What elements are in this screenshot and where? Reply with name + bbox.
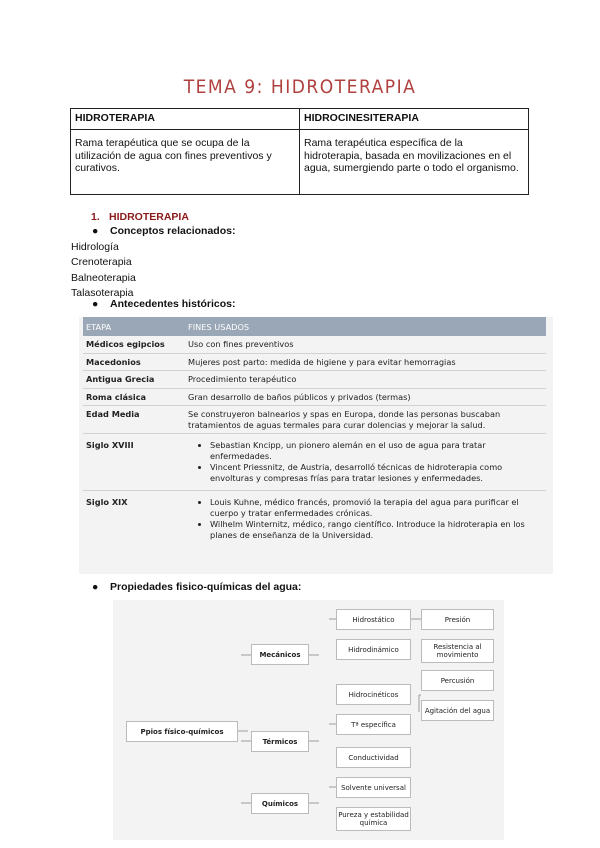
node-conductividad: Conductividad <box>336 747 411 768</box>
table-row: Macedonios Mujeres post parto: medida de higiene y para evitar hemorragias <box>83 353 546 371</box>
concept-item: Talasoterapia <box>71 286 134 299</box>
node-agitacion: Agitación del agua <box>421 700 494 721</box>
concept-item: Crenoterapia <box>71 256 132 269</box>
list-item: • Wilhelm Winternitz, médico, rango científico. Introduce la hidroterapia en los planes de enseñanza de la Universidad. <box>210 519 543 540</box>
list-item: • Louis Kuhne, médico francés, promovió la terapia del agua para purificar el cuerpo y tratar enfermedades crónicas. <box>210 497 543 518</box>
bullet-antecedentes: ● Antecedentes históricos: <box>92 298 236 310</box>
node-pureza: Pureza y estabilidad química <box>336 807 411 831</box>
list-item: • Vincent Priessnitz, de Austria, desarrolló técnicas de hidroterapia como envolturas y compresas frías para tratar lesiones y enfermedades. <box>210 462 543 483</box>
node-resistencia: Resistencia al movimiento <box>421 639 494 663</box>
node-root: Ppios físico-químicos <box>126 721 238 742</box>
concept-item: Balneoterapia <box>71 271 136 284</box>
node-hidrodinamico: Hidrodinámico <box>336 639 411 660</box>
node-hidrostatico: Hidrostático <box>336 609 411 630</box>
def-hidroterapia: Rama terapéutica que se ocupa de la utilización de agua con fines preventivos y curativos. <box>71 130 300 195</box>
history-header-etapa: ETAPA <box>83 317 185 336</box>
history-table-panel <box>79 317 553 574</box>
def-hidrocinesiterapia: Rama terapéutica específica de la hidroterapia, basada en movilizaciones en el agua, sumergiendo parte o todo el organismo. <box>300 130 529 195</box>
bullet-propiedades: ● Propiedades fisico-químicas del agua: <box>92 581 302 593</box>
table-row: Médicos egipcios Uso con fines preventivos <box>83 336 546 353</box>
history-table <box>83 317 546 544</box>
history-header-fines: FINES USADOS <box>185 317 546 336</box>
node-quimicos: Químicos <box>251 793 309 814</box>
table-row: Edad Media Se construyeron balnearios y spas en Europa, donde las personas buscaban tratamientos de aguas termales para curar dolencias y mejorar la salud. <box>83 406 546 434</box>
def-header-hidroterapia: HIDROTERAPIA <box>71 109 300 130</box>
table-row: Roma clásica Gran desarrollo de baños públicos y privados (termas) <box>83 388 546 406</box>
section-heading-1: 1. HIDROTERAPIA <box>91 211 189 223</box>
definitions-table <box>70 108 529 195</box>
properties-diagram <box>113 600 504 840</box>
node-solvente-universal: Solvente universal <box>336 777 411 798</box>
node-percusion: Percusión <box>421 670 494 691</box>
node-t-especifica: Tª específica <box>336 714 411 735</box>
def-header-hidrocinesiterapia: HIDROCINESITERAPIA <box>300 109 529 130</box>
node-presion: Presión <box>421 609 494 630</box>
node-hidrocineticos: Hidrocinéticos <box>336 684 411 705</box>
table-row: Siglo XVIII • Sebastian Kncipp, un pionero alemán en el uso de agua para tratar enfermedades. • Vincent Priessnitz, de Austria, desarrolló técnicas de hidroterapia como envolturas y compresas frías para tratar lesiones y enfermedades. <box>83 434 546 491</box>
table-row: Antigua Grecia Procedimiento terapéutico <box>83 371 546 389</box>
concepts-list <box>71 240 136 301</box>
concept-item: Hidrología <box>71 241 119 253</box>
table-row: Siglo XIX • Louis Kuhne, médico francés, promovió la terapia del agua para purificar el cuerpo y tratar enfermedades crónicas. • Wilhelm Winternitz, médico, rango científico. Introduce la hidroterapia en los planes de enseñanza de la Universidad. <box>83 491 546 545</box>
node-termicos: Térmicos <box>251 731 309 752</box>
list-item: • Sebastian Kncipp, un pionero alemán en el uso de agua para tratar enfermedades. <box>210 440 543 461</box>
bullet-conceptos: ● Conceptos relacionados: <box>92 225 236 237</box>
page-title: TEMA 9: HIDROTERAPIA <box>183 76 417 98</box>
node-mecanicos: Mecánicos <box>251 644 309 665</box>
